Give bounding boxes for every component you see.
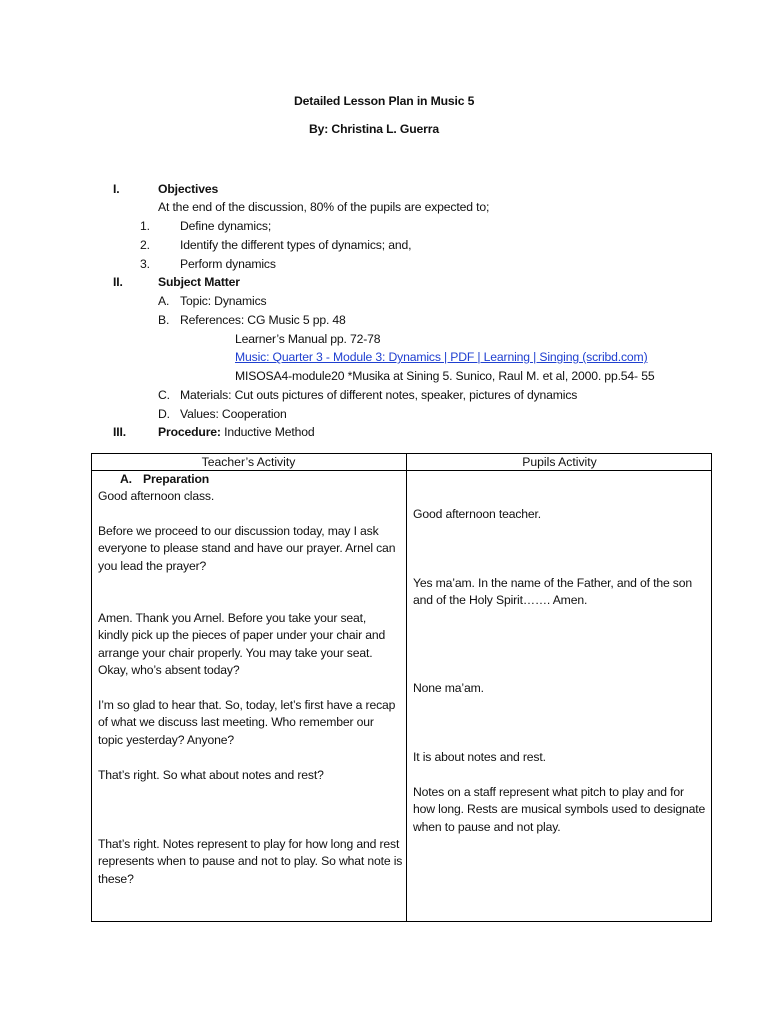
section-3-number: III.: [113, 425, 126, 439]
subject-b-label: B.: [158, 313, 170, 327]
table-column-divider: [406, 453, 407, 922]
section-2-number: II.: [113, 275, 123, 289]
pupil-line-2: Yes ma’am. In the name of the Father, and of the son and of the Holy Spirit……. Amen.: [413, 576, 693, 608]
section-1-number: I.: [113, 182, 120, 196]
section-3-line: [158, 424, 315, 441]
teacher-line-3: Amen. Thank you Arnel. Before you take your seat, kindly pick up the pieces of paper under your chair and arrange your chair properly. You may take your seat. Okay, who’s absent today?: [98, 611, 386, 677]
reference-misosa: MISOSA4-module20 *Musika at Sining 5. Sunico, Raul M. et al, 2000. pp.54- 55: [235, 369, 655, 383]
teacher-line-4: I’m so glad to hear that. So, today, let’s first have a recap of what we discuss last meeting. Who remember our topic yesterday? Anyone?: [98, 698, 396, 747]
pupil-line-1: Good afternoon teacher.: [413, 507, 541, 521]
objective-2: Identify the different types of dynamics; and,: [180, 238, 412, 252]
reference-learners-manual: Learner’s Manual pp. 72-78: [235, 332, 381, 346]
objective-2-number: 2.: [140, 238, 150, 252]
subject-a-label: A.: [158, 294, 170, 308]
subject-references: References: CG Music 5 pp. 48: [180, 313, 346, 327]
objective-1: Define dynamics;: [180, 219, 272, 233]
pupil-line-3: None ma’am.: [413, 681, 484, 695]
subject-materials: Materials: Cut outs pictures of different notes, speaker, pictures of dynamics: [180, 388, 578, 402]
doc-author: By: Christina L. Guerra: [309, 122, 439, 136]
preparation-title: Preparation: [143, 472, 210, 486]
section-3-title: Procedure:: [158, 425, 221, 439]
objective-3-number: 3.: [140, 257, 150, 271]
subject-c-label: C.: [158, 388, 170, 402]
subject-values: Values: Cooperation: [180, 407, 287, 421]
header-pupils-activity: Pupils Activity: [522, 455, 597, 469]
teacher-line-5: That’s right. So what about notes and rest?: [98, 768, 324, 782]
objectives-intro: At the end of the discussion, 80% of the pupils are expected to;: [158, 200, 490, 214]
objective-1-number: 1.: [140, 219, 150, 233]
objective-3: Perform dynamics: [180, 257, 276, 271]
doc-title: Detailed Lesson Plan in Music 5: [294, 94, 475, 108]
reference-link[interactable]: Music: Quarter 3 - Module 3: Dynamics | PDF | Learning | Singing (scribd.com): [235, 350, 648, 364]
subject-topic: Topic: Dynamics: [180, 294, 267, 308]
teacher-line-2: Before we proceed to our discussion today, may I ask everyone to please stand and have our prayer. Arnel can you lead the prayer?: [98, 524, 396, 573]
procedure-method: Inductive Method: [220, 425, 315, 439]
section-2-title: Subject Matter: [158, 275, 240, 289]
pupil-line-4: It is about notes and rest.: [413, 750, 546, 764]
teacher-line-6: That’s right. Notes represent to play for how long and rest represents when to pause and not to play. So what note is these?: [98, 837, 403, 886]
subject-d-label: D.: [158, 407, 170, 421]
preparation-label: A.: [120, 472, 132, 486]
teacher-line-1: Good afternoon class.: [98, 489, 215, 503]
pupil-line-5: Notes on a staff represent what pitch to play and for how long. Rests are musical symbols used to designate when to pause and not play.: [413, 785, 706, 834]
section-1-title: Objectives: [158, 182, 219, 196]
header-teacher-activity: Teacher’s Activity: [201, 455, 296, 469]
